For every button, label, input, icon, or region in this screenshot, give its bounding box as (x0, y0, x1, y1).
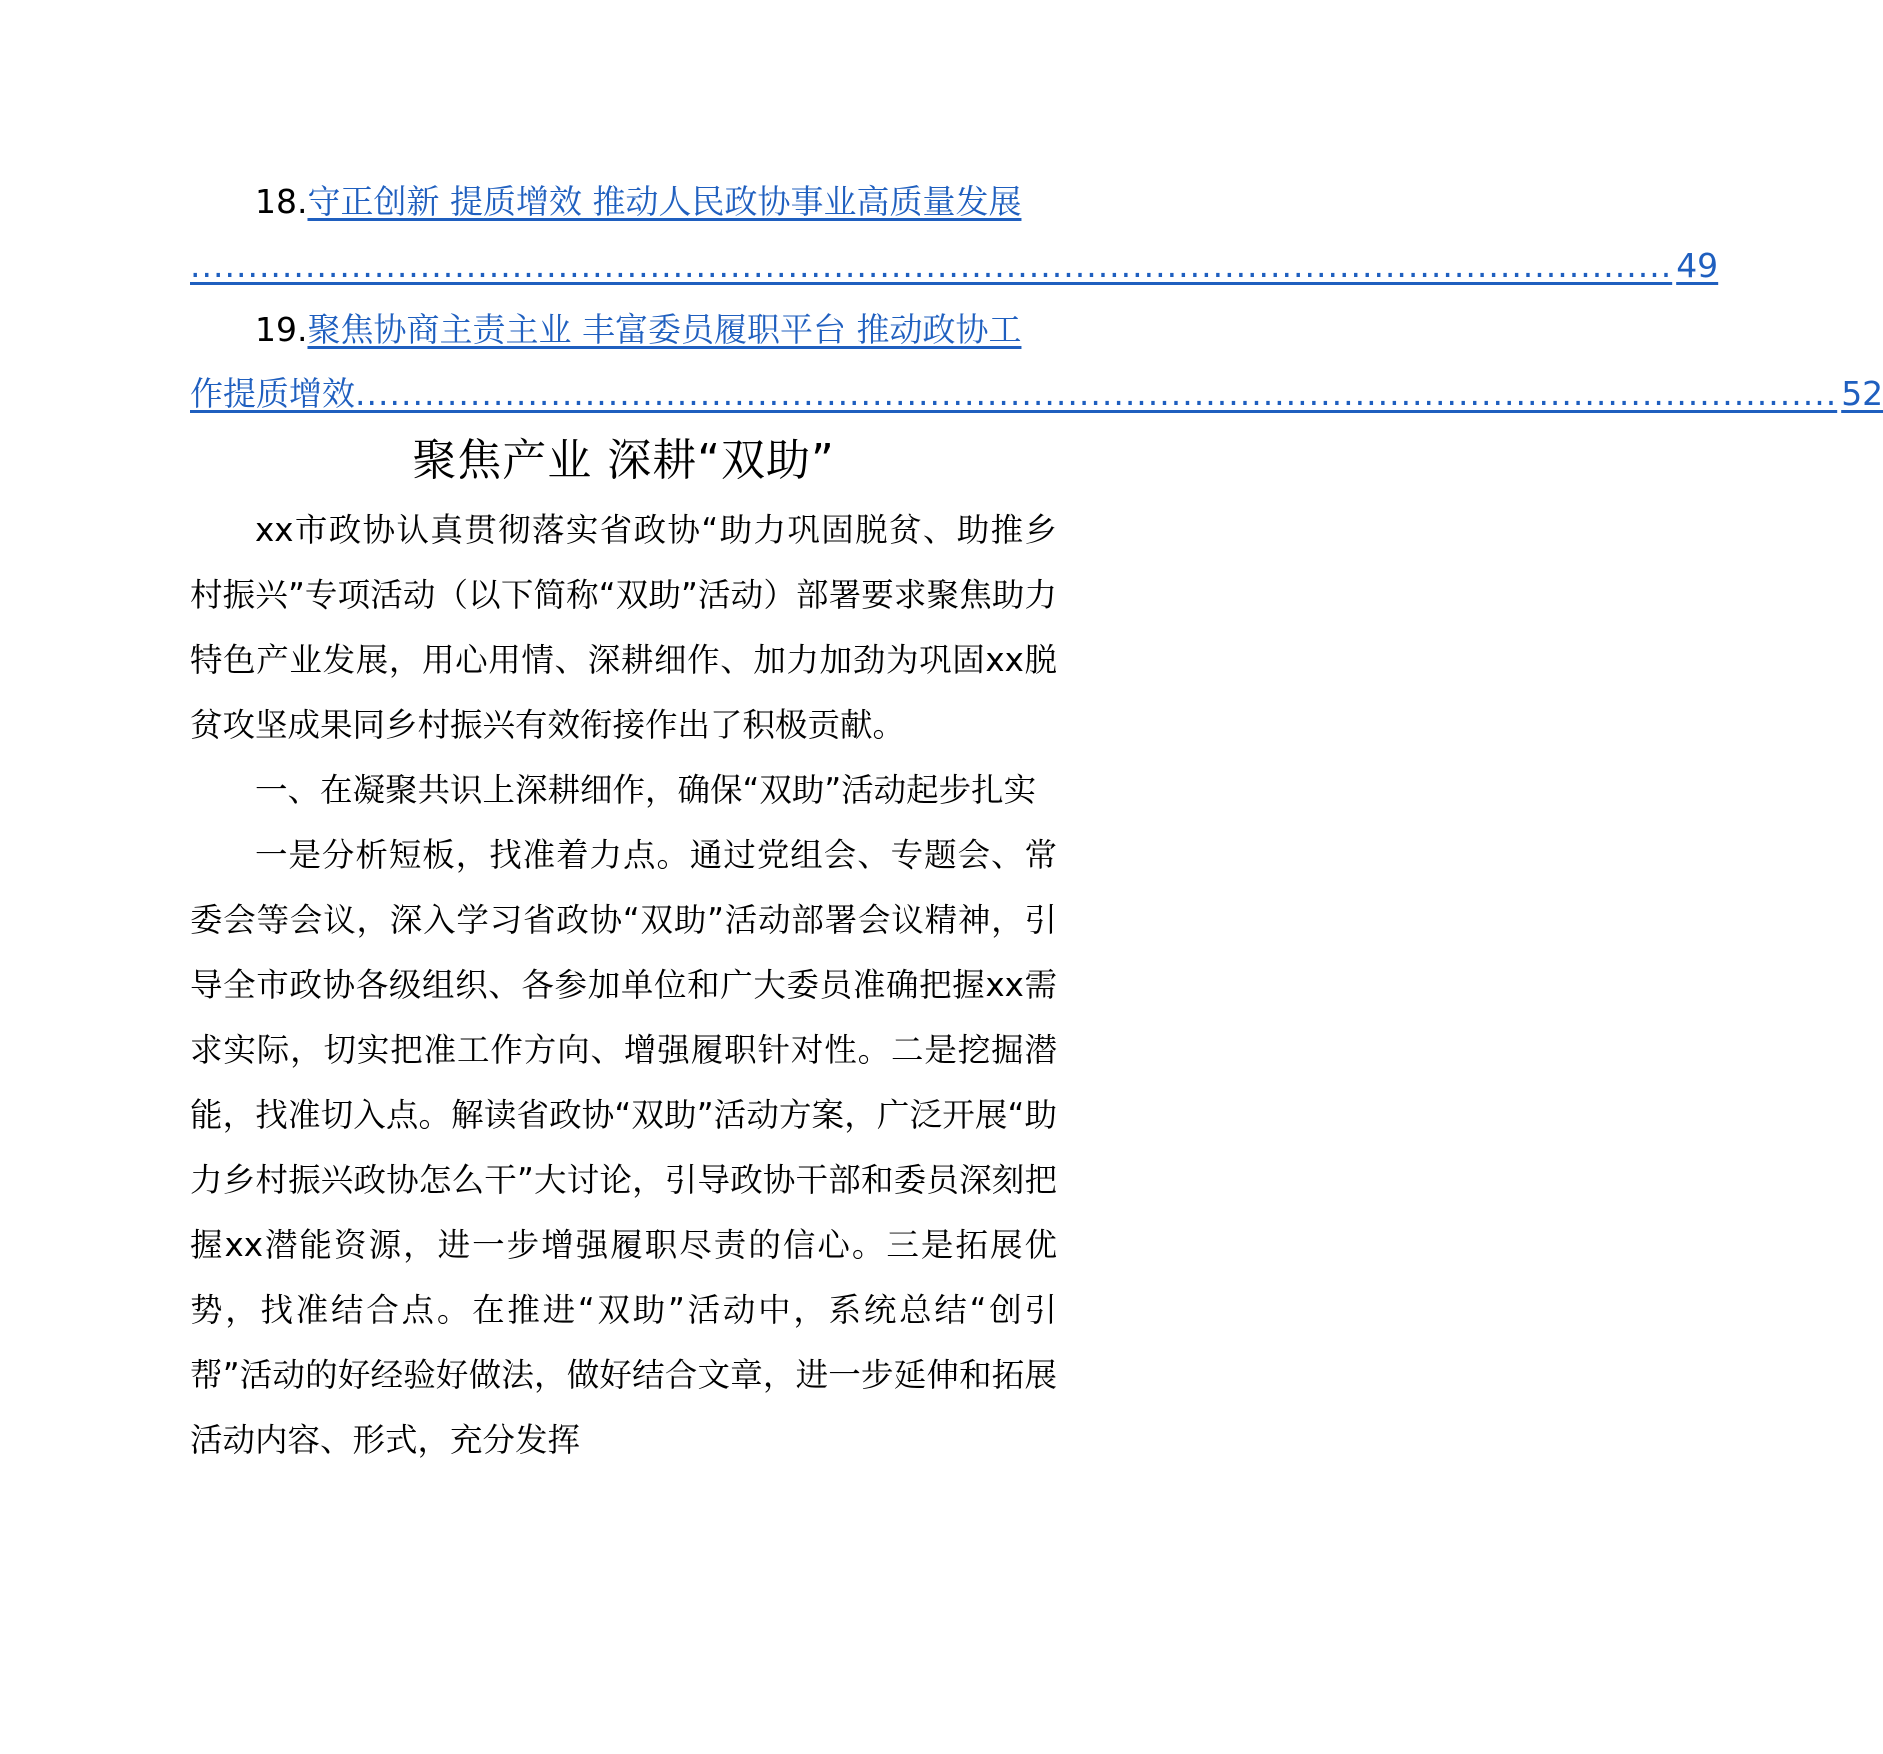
dot-leader: ................................................................................................................................. (190, 246, 1673, 285)
toc-dot-leader-18[interactable] (190, 234, 1719, 298)
toc-entry-19[interactable] (190, 298, 1057, 362)
toc-number: 18. (255, 182, 308, 221)
section-heading: 一、在凝聚共识上深耕细作，确保“双助”活动起步扎实 (255, 771, 1037, 809)
toc-number: 19. (255, 310, 308, 349)
article-title: 聚焦产业 深耕“双助” (412, 435, 835, 486)
intro-paragraph: xx市政协认真贯彻落实省政协“助力巩固脱贫、助推乡村振兴”专项活动（以下简称“双助”活动）部署要求聚焦助力特色产业发展，用心用情、深耕细作、加力加劲为巩固xx脱贫攻坚成果同乡村振兴有效衔接作出了积极贡献。 (190, 511, 1057, 744)
toc-page-number[interactable]: 49 (1676, 246, 1719, 285)
toc-dot-leader-19[interactable] (190, 362, 1883, 426)
dot-leader: ................................................................................................................................. (355, 374, 1838, 413)
body-paragraph: 一是分析短板，找准着力点。通过党组会、专题会、常委会等会议，深入学习省政协“双助”活动部署会议精神，引导全市政协各级组织、各参加单位和广大委员准确把握xx需求实际，切实把准工作方向、增强履职针对性。二是挖掘潜能，找准切入点。解读省政协“双助”活动方案，广泛开展“助力乡村振兴政协怎么干”大讨论，引导政协干部和委员深刻把握xx潜能资源，进一步增强履职尽责的信心。三是拓展优势，找准结合点。在推进“双助”活动中，系统总结“创引帮”活动的好经验好做法，做好结合文章，进一步延伸和拓展活动内容、形式，充分发挥 (190, 836, 1057, 1459)
toc-link-title[interactable]: 聚焦协商主责主业 丰富委员履职平台 推动政协工 (307, 310, 1022, 349)
toc-link-title-continued[interactable]: 作提质增效 (190, 374, 355, 413)
toc-entry-18[interactable] (190, 170, 1057, 234)
toc-page-number[interactable]: 52 (1841, 374, 1883, 413)
toc-link-title[interactable]: 守正创新 提质增效 推动人民政协事业高质量发展 (307, 182, 1022, 221)
table-of-contents (190, 170, 1883, 426)
document-page (190, 170, 1883, 1473)
